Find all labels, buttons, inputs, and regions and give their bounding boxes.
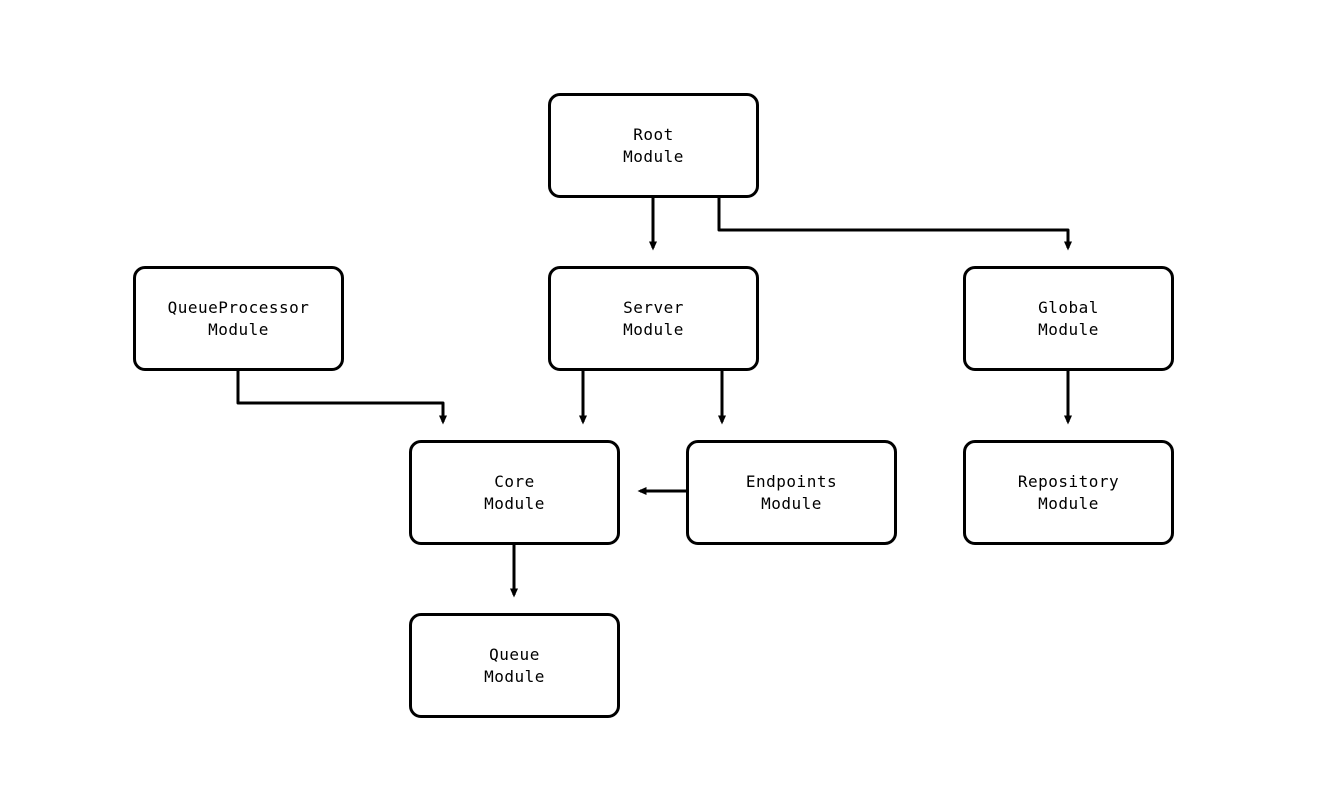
node-queue-module-line1: Queue bbox=[489, 644, 540, 664]
node-endpoints-module-line1: Endpoints bbox=[745, 471, 838, 491]
node-core-module-line1: Core bbox=[494, 471, 535, 491]
node-root-module-line1: Root bbox=[633, 124, 674, 144]
node-root-module-line2: Module bbox=[623, 146, 684, 166]
node-global-module-line2: Module bbox=[1038, 319, 1099, 339]
node-queueprocessor-module[interactable] bbox=[133, 266, 344, 371]
node-server-module-line2: Module bbox=[623, 319, 684, 339]
node-endpoints-module[interactable] bbox=[686, 440, 897, 545]
node-server-module[interactable] bbox=[548, 266, 759, 371]
node-global-module-line1: Global bbox=[1038, 297, 1099, 317]
node-repository-module[interactable] bbox=[963, 440, 1174, 545]
node-queue-module-line2: Module bbox=[484, 666, 545, 686]
node-global-module[interactable] bbox=[963, 266, 1174, 371]
node-core-module-line2: Module bbox=[484, 493, 545, 513]
node-root-module[interactable] bbox=[548, 93, 759, 198]
node-queueprocessor-module-line2: Module bbox=[208, 319, 269, 339]
node-endpoints-module-line2: Module bbox=[761, 493, 822, 513]
edge-queueprocessor-to-core bbox=[238, 371, 443, 422]
node-core-module[interactable] bbox=[409, 440, 620, 545]
node-server-module-line1: Server bbox=[623, 297, 684, 317]
node-repository-module-line1: Repository bbox=[1017, 471, 1120, 491]
node-repository-module-line2: Module bbox=[1038, 493, 1099, 513]
node-queueprocessor-module-line1: QueueProcessor bbox=[167, 297, 310, 317]
node-queue-module[interactable] bbox=[409, 613, 620, 718]
edge-root-to-global bbox=[719, 198, 1068, 248]
